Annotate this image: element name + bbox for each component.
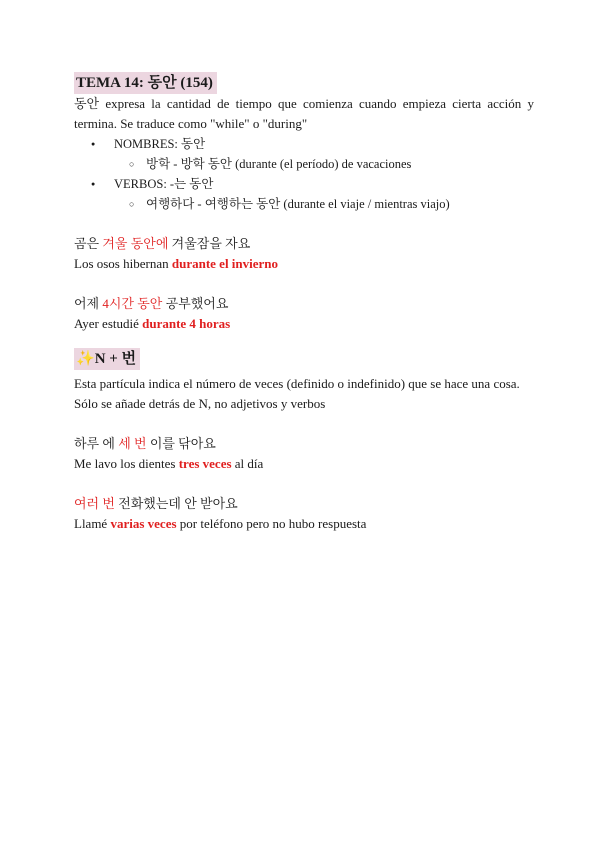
example-spanish-1: Los osos hibernan durante el invierno xyxy=(74,256,279,271)
highlight-korean: 세 번 xyxy=(118,436,147,451)
example-korean-4: 여러 번 전화했는데 안 받아요 xyxy=(74,496,238,511)
example-korean-1: 곰은 겨울 동안에 겨울잠을 자요 xyxy=(74,236,251,251)
highlight-spanish: durante el invierno xyxy=(171,256,279,271)
grammar-list xyxy=(74,134,534,214)
list-item-nombres: ● NOMBRES: 동안 xyxy=(74,134,534,154)
list-item-verbos: ● VERBOS: -는 동안 xyxy=(74,174,534,194)
heading-n-beon xyxy=(74,348,534,370)
highlight-korean: 여러 번 xyxy=(74,496,115,511)
heading-text: TEMA 14: 동안 (154) xyxy=(76,75,213,91)
heading-text: N + 번 xyxy=(94,351,137,367)
highlight-korean: 4시간 동안 xyxy=(102,296,163,311)
example-spanish-4: Llamé varias veces por teléfono pero no hubo respuesta xyxy=(74,516,367,531)
sparkle-icon: ✨ xyxy=(76,351,95,367)
highlight-spanish: durante 4 horas xyxy=(142,316,231,331)
heading-highlight xyxy=(74,348,140,370)
intro-paragraph: 동안 expresa la cantidad de tiempo que comienza cuando empieza cierta acción y termina. Se traduce como "while" o "during" xyxy=(74,96,534,131)
document-page xyxy=(74,72,534,534)
heading-highlight xyxy=(74,72,217,94)
intro-paragraph-2: Sólo se añade detrás de N, no adjetivos y verbos xyxy=(74,396,326,411)
example-spanish-2: Ayer estudié durante 4 horas xyxy=(74,316,231,331)
sub-item-nombres-example: ○ 방학 - 방학 동안 (durante (el período) de vacaciones xyxy=(74,154,534,174)
example-korean-2: 어제 4시간 동안 공부했어요 xyxy=(74,296,229,311)
highlight-spanish: varias veces xyxy=(110,516,177,531)
sub-item-verbos-example: ○ 여행하다 - 여행하는 동안 (durante el viaje / mientras viajo) xyxy=(74,194,534,214)
highlight-spanish: tres veces xyxy=(178,456,232,471)
example-spanish-3: Me lavo los dientes tres veces al día xyxy=(74,456,264,471)
highlight-korean: 겨울 동안에 xyxy=(102,236,169,251)
example-korean-3: 하루 에 세 번 이를 닦아요 xyxy=(74,436,216,451)
heading-tema-14 xyxy=(74,72,534,94)
intro-paragraph-1: Esta partícula indica el número de veces (definido o indefinido) que se hace una cosa. xyxy=(74,376,520,391)
